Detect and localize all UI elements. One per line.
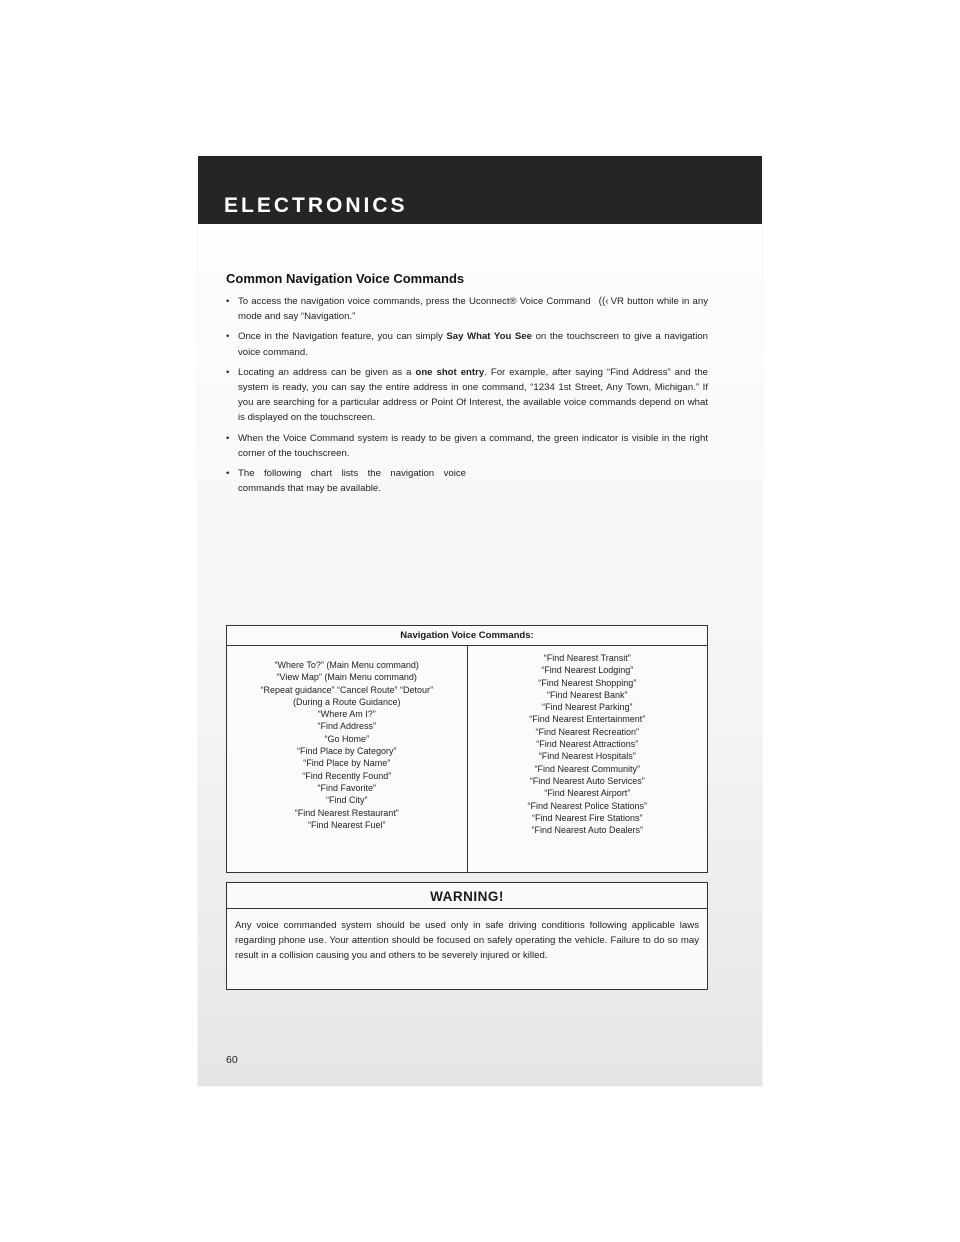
command-item: “Repeat guidance” “Cancel Route” “Detour” [260, 684, 434, 695]
command-item: “Find Nearest Entertainment” [529, 714, 646, 725]
command-item: “View Map” (Main Menu command) [276, 672, 417, 683]
left-command-column [227, 646, 468, 872]
bullet-text: When the Voice Command system is ready to be given a command, the green indicator is visible in the right corner of the touchscreen. [238, 432, 708, 459]
manual-page [198, 156, 762, 1086]
command-item: “Find Nearest Shopping” [538, 677, 637, 688]
command-item: “Find Nearest Hospitals” [538, 751, 636, 762]
bullet-text: . For example, after saying “Find Address” and the system is ready, you can say the entire address in one command, “1234 1st Street, Any Town, Michigan.” If you are searching for a particular address or Point Of Interest, the available voice commands depend on what is displayed on the touchscreen. [238, 366, 708, 424]
command-item: (During a Route Guidance) [292, 696, 401, 707]
page-title: Common Navigation Voice Commands [226, 271, 465, 286]
command-item: “Find Nearest Attractions” [536, 739, 639, 750]
command-item: “Find Nearest Police Stations” [527, 800, 648, 811]
command-item: “Find Place by Name” [303, 758, 391, 769]
warning-title: WARNING! [227, 883, 707, 909]
bullet-text: on the touchscreen to give a navigation voice command. [238, 331, 708, 358]
bullet-text: The following chart lists the navigation voice commands that may be available. [238, 468, 466, 495]
bullet-dot: • [226, 366, 230, 378]
vr-label: VR [610, 296, 624, 307]
emphasis-text: Say What You See [446, 331, 532, 343]
section-header-title: ELECTRONICS [224, 194, 408, 217]
bullet-list [226, 294, 708, 501]
command-item: “Find Nearest Restaurant” [294, 807, 399, 818]
command-item: “Find Favorite” [317, 782, 376, 793]
list-item [226, 294, 708, 324]
command-item: “Find Nearest Recreation” [535, 726, 640, 737]
list-item [226, 466, 708, 496]
command-item: “Find Nearest Auto Dealers” [531, 825, 644, 836]
command-item: “Find Place by Category” [296, 746, 397, 757]
table-title: Navigation Voice Commands: [227, 626, 707, 646]
command-item: “Find Nearest Airport” [544, 788, 631, 799]
command-item: “Find Nearest Fire Stations” [531, 812, 643, 823]
bullet-text: Once in the Navigation feature, you can simply [238, 331, 443, 343]
bullet-dot: • [226, 296, 230, 307]
voice-command-icon: ((‹ [598, 296, 609, 307]
warning-box [226, 882, 708, 990]
command-item: “Find Address” [317, 721, 377, 732]
list-item [226, 329, 708, 359]
emphasis-text: one shot entry [415, 366, 485, 378]
command-item: “Find Nearest Parking” [541, 702, 633, 713]
header-bar [198, 156, 762, 224]
bullet-text: button while in any mode and say “Navigation.” [238, 296, 708, 323]
page-number: 60 [226, 1054, 238, 1066]
bullet-dot: • [226, 432, 230, 444]
navigation-commands-table [226, 625, 708, 873]
command-item: “Find City” [325, 795, 368, 806]
bullet-dot: • [226, 468, 230, 480]
right-command-column [468, 646, 708, 872]
command-item: “Find Nearest Auto Services” [529, 775, 645, 786]
command-item: “Find Nearest Lodging” [541, 665, 634, 676]
list-item [226, 431, 708, 461]
command-item: “Find Recently Found” [302, 770, 392, 781]
command-item: “Find Nearest Fuel” [307, 819, 386, 830]
command-item: “Where Am I?” [317, 709, 376, 720]
bullet-text: To access the navigation voice commands, press the Uconnect® Voice Command [238, 296, 591, 307]
command-item: “Find Nearest Bank” [546, 689, 628, 700]
command-item: “Go Home” [324, 733, 369, 744]
list-item [226, 365, 708, 426]
bullet-text: Locating an address can be given as a [238, 366, 412, 378]
command-item: “Where To?” (Main Menu command) [274, 660, 419, 670]
bullet-dot: • [226, 331, 230, 343]
command-item: “Find Nearest Community” [534, 763, 641, 774]
command-item: “Find Nearest Transit” [543, 653, 631, 663]
warning-text: Any voice commanded system should be used only in safe driving conditions following applicable laws regarding phone use. Your attention should be focused on safely operating the vehicle. Failure to do so may result in a collision causing you and others to be severely injured or killed. [235, 920, 699, 962]
